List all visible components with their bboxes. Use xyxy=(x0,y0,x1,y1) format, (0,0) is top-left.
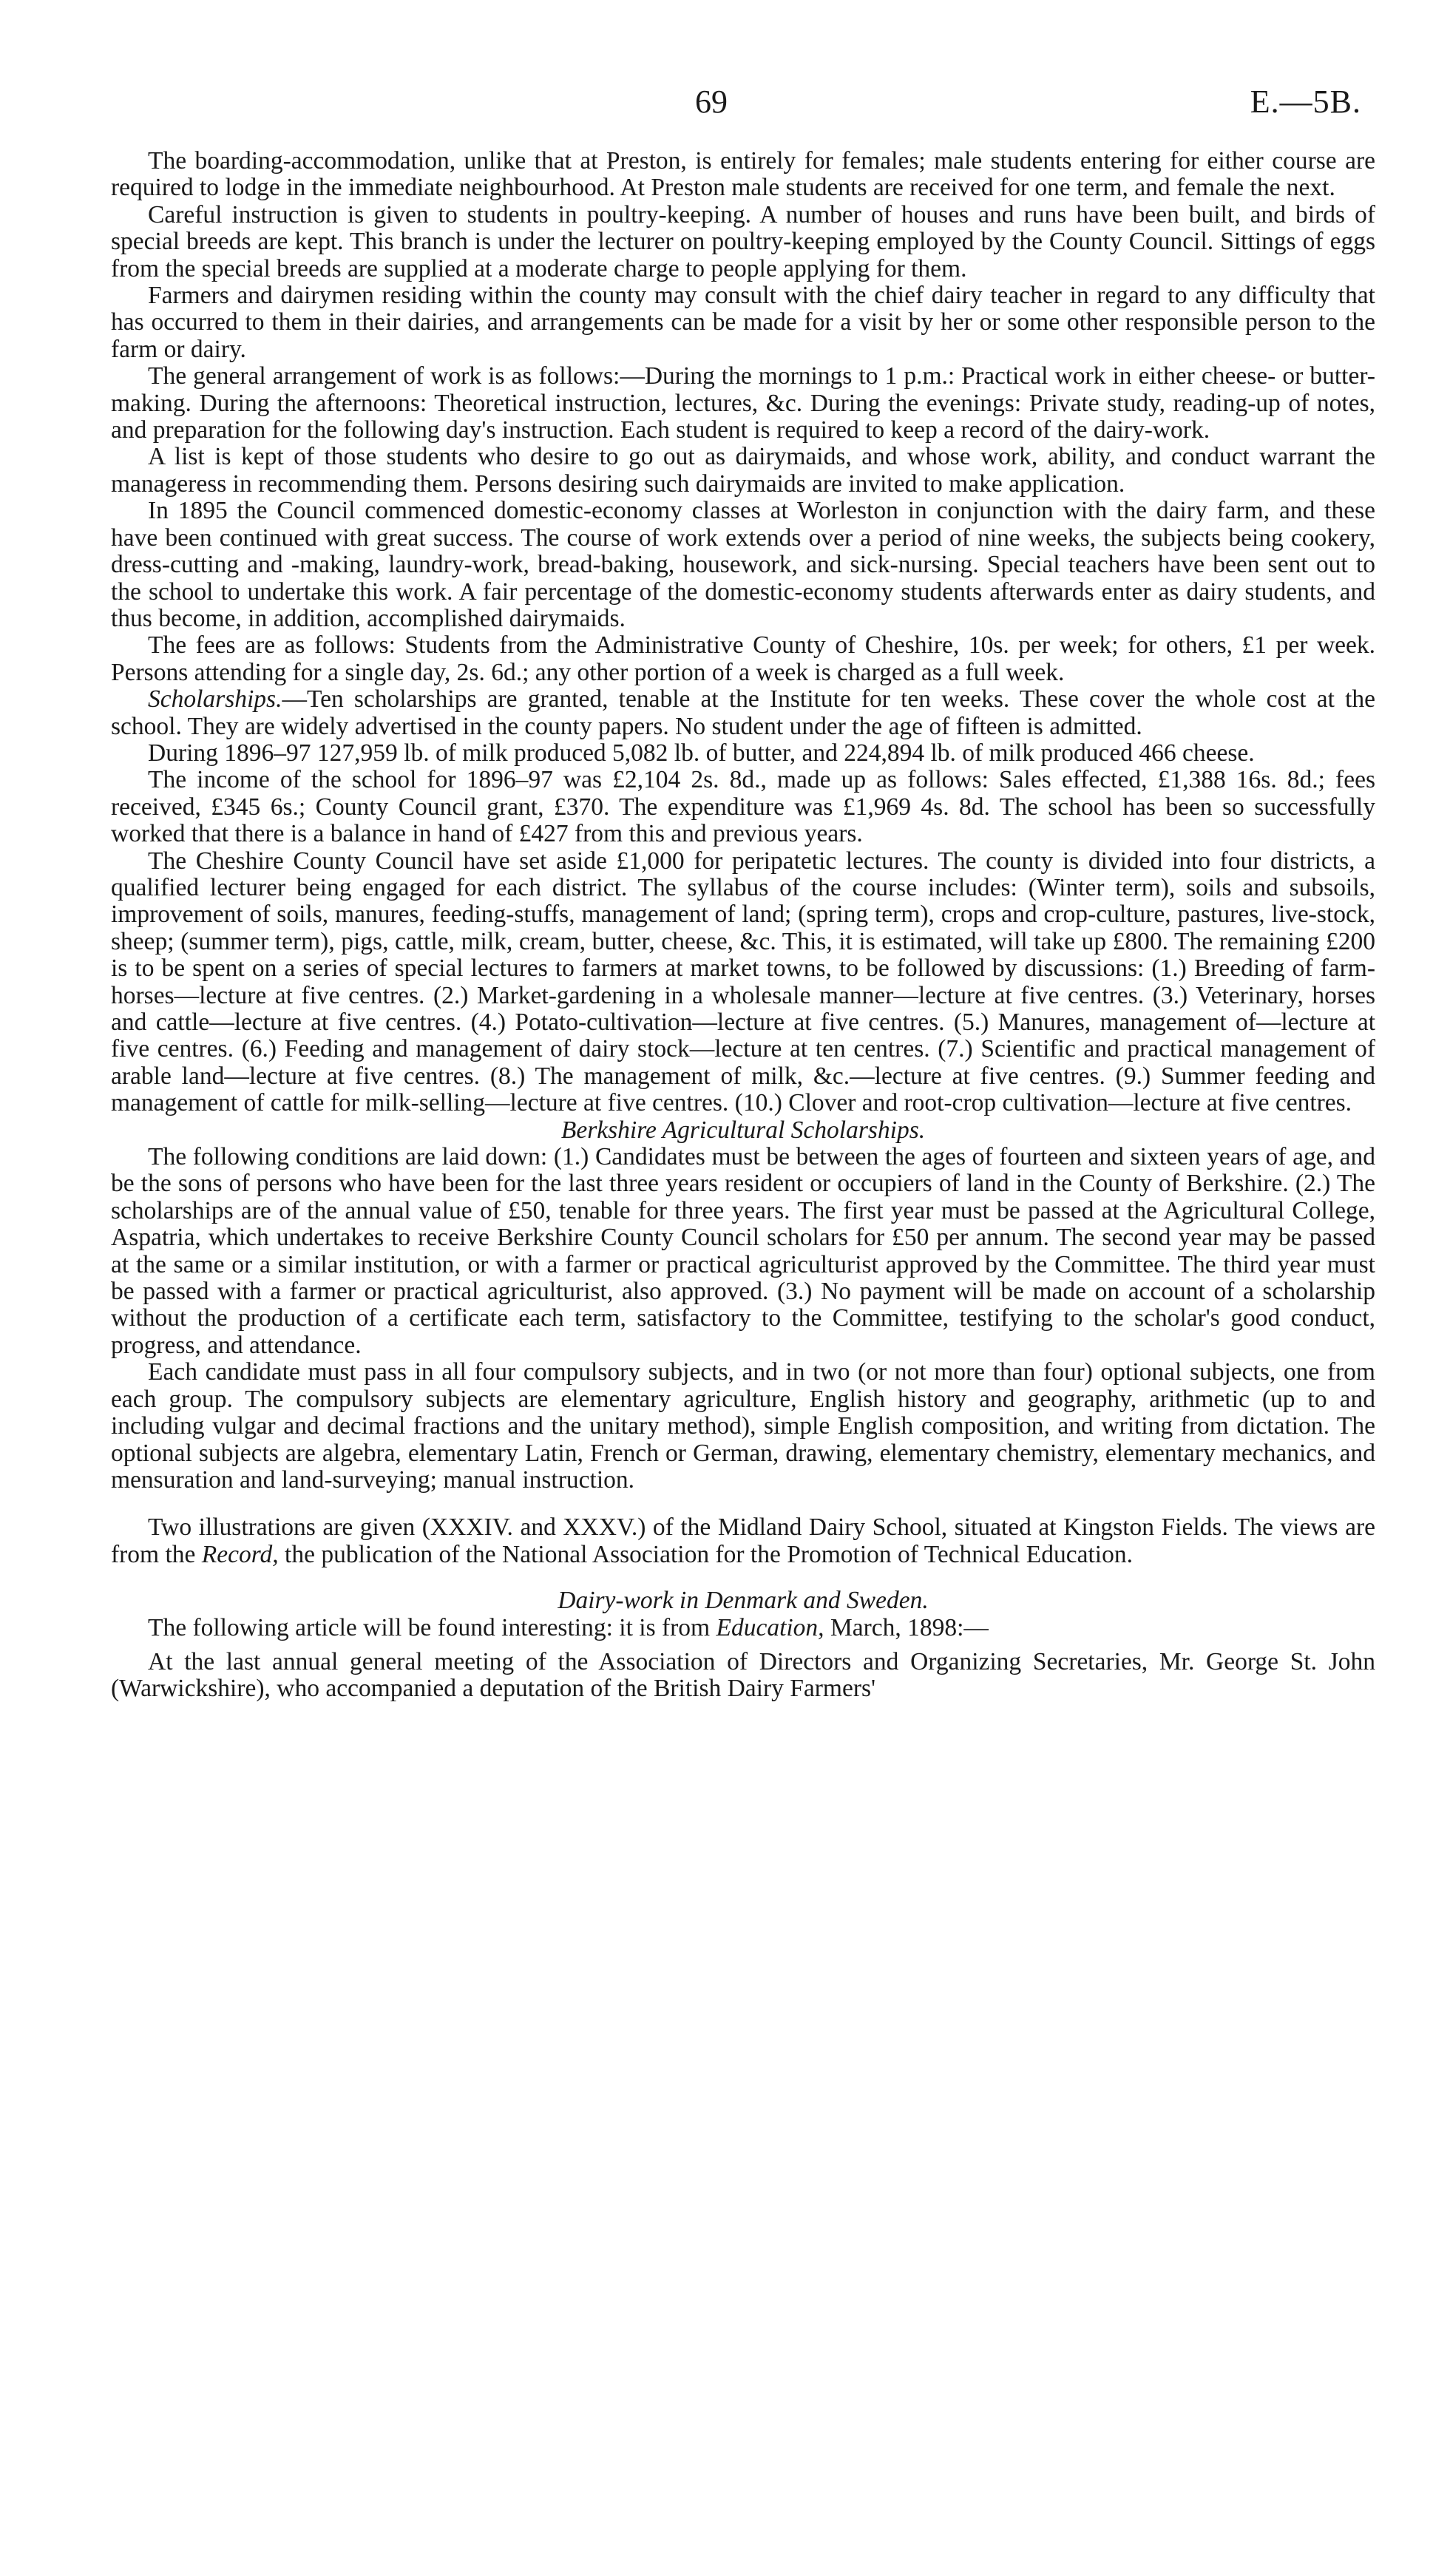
paragraph-consult: Farmers and dairymen residing within the county may consult with the chief dairy teacher in regard to any difficulty that has occurred to them in their dairies, and arrangements can be made for a visit by her or some other responsible person to the farm or dairy. xyxy=(111,282,1375,363)
scholarships-label: Scholarships. xyxy=(148,685,282,714)
paragraph-article-intro xyxy=(111,1615,1375,1641)
paragraph-scholarships xyxy=(111,686,1375,740)
illustrations-text-before: Two illustrations are given (XXXIV. and XXXV.) of the Midland Dairy School, situated at Kingston Fields. The views are from the xyxy=(111,1514,1375,1568)
intro-text-before: The following article will be found interesting: it is from xyxy=(148,1613,716,1641)
paragraph-domestic-economy: In 1895 the Council commenced domestic-economy classes at Worleston in conjunction with the dairy farm, and these have been continued with great success. The course of work extends over a period of nine weeks, the subjects being cookery, dress-cutting and -making, laundry-work, bread-baking, housework, and sick-nursing. Special teachers have been sent out to the school to undertake this work. A fair percentage of the domestic-economy students afterwards enter as dairy students, and thus become, in addition, accomplished dairymaids. xyxy=(111,497,1375,632)
paragraph-dairymaids: A list is kept of those students who desire to go out as dairymaids, and whose work, ability, and conduct warrant the manageress in recommending them. Persons desiring such dairymaids are invited to make application. xyxy=(111,443,1375,498)
page-number: 69 xyxy=(695,84,728,120)
paragraph-boarding: The boarding-accommodation, unlike that at Preston, is entirely for females; male students entering for either course are required to lodge in the immediate neighbourhood. At Preston male students are received for one term, and female the next. xyxy=(111,147,1375,202)
paragraph-arrangement: The general arrangement of work is as follows:—During the mornings to 1 p.m.: Practical work in either cheese- or butter-making. During the afternoons: Theoretical instruction, lectures, &c. During the evenings: Private study, reading-up of notes, and preparation for the following day's instruction. Each student is required to keep a record of the dairy-work. xyxy=(111,362,1375,444)
scholarships-text: —Ten scholarships are granted, tenable at the Institute for ten weeks. These cover the whole cost at the school. They are widely advertised in the county papers. No student under the age of fifteen is admitted. xyxy=(111,685,1375,740)
paragraph-fees: The fees are as follows: Students from the Administrative County of Cheshire, 10s. per week; for others, £1 per week. Persons attending for a single day, 2s. 6d.; any other portion of a week is charged as a full week. xyxy=(111,631,1375,686)
paragraph-lectures: The Cheshire County Council have set aside £1,000 for peripatetic lectures. The county is divided into four districts, a qualified lecturer being engaged for each district. The syllabus of the course includes: (Winter term), soils and subsoils, improvement of soils, manures, feeding-stuffs, management of land; (spring term), crops and crop-culture, pastures, live-stock, sheep; (summer term), pigs, cattle, milk, cream, butter, cheese, &c. This, it is estimated, will take up £800. The remaining £200 is to be spent on a series of special lectures to farmers at market towns, to be followed by discussions: (1.) Breeding of farm-horses—lecture at five centres. (2.) Market-gardening in a wholesale manner—lecture at five centres. (3.) Veterinary, horses and cattle—lecture at five centres. (4.) Potato-cultivation—lecture at five centres. (5.) Manures, management of—lecture at five centres. (6.) Feeding and management of dairy stock—lecture at ten centres. (7.) Scientific and practical management of arable land—lecture at five centres. (8.) The management of milk, &c.—lecture at five centres. (9.) Summer feeding and management of cattle for milk-selling—lecture at five centres. (10.) Clover and root-crop cultivation—lecture at five centres. xyxy=(111,847,1375,1117)
body-text xyxy=(111,148,1375,1703)
paragraph-berkshire-subjects: Each candidate must pass in all four compulsory subjects, and in two (or not more than four) optional subjects, one from each group. The compulsory subjects are elementary agriculture, English history and geography, arithmetic (up to and including vulgar and decimal fractions and the unitary method), simple English composition, and writing from dictation. The optional subjects are algebra, elementary Latin, French or German, drawing, elementary chemistry, elementary mechanics, and mensuration and land-surveying; manual instruction. xyxy=(111,1358,1375,1494)
paragraph-poultry: Careful instruction is given to students in poultry-keeping. A number of houses and runs have been built, and birds of special breeds are kept. This branch is under the lecturer on poultry-keeping employed by the County Council. Sittings of eggs from the special breeds are supplied at a moderate charge to people applying for them. xyxy=(111,200,1375,282)
paragraph-illustrations xyxy=(111,1514,1375,1568)
paragraph-milk: During 1896–97 127,959 lb. of milk produced 5,082 lb. of butter, and 224,894 lb. of milk produced 466 cheese. xyxy=(148,739,1255,767)
illustrations-text-after: the publication of the National Association for the Promotion of Technical Education. xyxy=(278,1540,1133,1568)
heading-berkshire: Berkshire Agricultural Scholarships. xyxy=(560,1116,926,1144)
paragraph-berkshire-conditions: The following conditions are laid down: (1.) Candidates must be between the ages of fourteen and sixteen years of age, and be the sons of persons who have been for the last three years resident or occupiers of land in the County of Berkshire. (2.) The scholarships are of the annual value of £50, tenable for three years. The first year must be passed at the Agricultural College, Aspatria, which undertakes to receive Berkshire County Council scholars for £50 per annum. The second year may be passed at the same or a similar institution, or with a farmer or practical agriculturist approved by the Committee. The third year must be passed with a farmer or practical agriculturist, also approved. (3.) No payment will be made on account of a scholarship without the production of a certificate each term, satisfactory to the Committee, testifying to the scholar's good conduct, progress, and attendance. xyxy=(111,1143,1375,1359)
heading-dairy-work: Dairy-work in Denmark and Sweden. xyxy=(558,1587,929,1615)
document-reference: E.—5B. xyxy=(1250,84,1361,120)
illustrations-record: Record, xyxy=(201,1540,279,1568)
paragraph-income: The income of the school for 1896–97 was £2,104 2s. 8d., made up as follows: Sales effected, £1,388 16s. 8d.; fees received, £345 6s.; County Council grant, £370. The expenditure was £1,969 4s. 8d. The school has been so successfully worked that there is a balance in hand of £427 from this and previous years. xyxy=(111,766,1375,848)
paragraph-annual-meeting: At the last annual general meeting of the Association of Directors and Organizing Secretaries, Mr. George St. John (Warwickshire), who accompanied a deputation of the British Dairy Farmers' xyxy=(111,1647,1375,1703)
intro-education: Education, xyxy=(716,1613,824,1641)
page-header xyxy=(0,83,1450,127)
intro-text-after: March, 1898:— xyxy=(824,1613,989,1641)
